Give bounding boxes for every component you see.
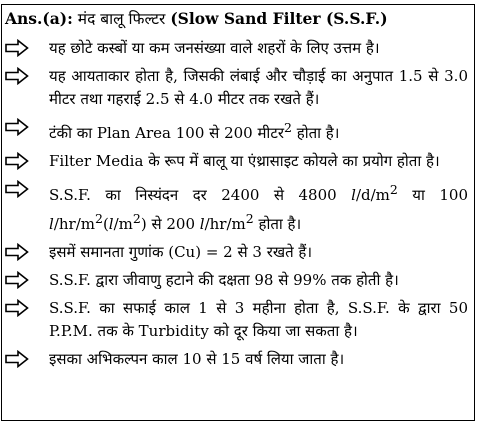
- list-item: [5, 65, 468, 111]
- list-item: [5, 241, 468, 264]
- item-text: [49, 178, 468, 236]
- item-text: Filter Media के रूप में बालू या एंथ्रासाइट कोयले का प्रयोग होता है।: [49, 152, 440, 170]
- item-text-part: होता है।: [291, 124, 340, 142]
- item-text-part: /hr/m: [53, 215, 95, 233]
- item-text-part: ) से 200: [140, 215, 200, 233]
- item-text-part: /hr/m: [204, 215, 246, 233]
- item-text-part: (: [102, 215, 109, 233]
- list-item: [5, 348, 468, 371]
- list-item: [5, 297, 468, 343]
- answer-box: [1, 4, 475, 421]
- item-text-part: S.S.F. का निस्यंदन दर 2400 से 4800: [49, 186, 352, 204]
- arrow-icon: [5, 243, 31, 261]
- unit-litre: l: [351, 186, 356, 204]
- list-item: [5, 37, 468, 60]
- unit-litre: l: [199, 215, 205, 233]
- list-item: [5, 269, 468, 292]
- list-item: [5, 178, 468, 236]
- arrow-icon: [5, 271, 31, 289]
- title-hindi: मंद बालू फिल्टर: [77, 10, 166, 28]
- arrow-icon: [5, 39, 31, 57]
- list-item: [5, 150, 468, 173]
- answer-label: Ans.(a):: [5, 9, 73, 28]
- item-text: इसका अभिकल्पन काल 10 से 15 वर्ष लिया जाता है।: [49, 350, 345, 368]
- arrow-icon: [5, 152, 31, 170]
- title-english: (Slow Sand Filter (S.S.F.): [170, 9, 388, 28]
- superscript: 2: [132, 211, 141, 226]
- item-text-part: टंकी का Plan Area 100 से 200 मीटर: [49, 124, 285, 142]
- item-text-part: होता है।: [253, 215, 302, 233]
- arrow-icon: [5, 118, 31, 136]
- item-text-part: /m: [113, 215, 133, 233]
- item-text: इसमें समानता गुणांक (Cu) = 2 से 3 रखते हैं।: [49, 243, 313, 261]
- arrow-icon: [5, 180, 31, 198]
- item-text-part: या 100: [397, 186, 468, 204]
- arrow-icon: [5, 67, 31, 85]
- item-text: S.S.F. द्वारा जीवाणु हटाने की दक्षता 98 से 99% तक होती है।: [49, 271, 399, 289]
- superscript: 2: [284, 120, 292, 135]
- unit-litre: l: [49, 215, 54, 233]
- item-text: S.S.F. का सफाई काल 1 से 3 महीना होता है, S.S.F. के द्वारा 50 P.P.M. तक के Turbidity को दूर किया जा सकता है।: [49, 299, 468, 340]
- arrow-icon: [5, 299, 31, 317]
- item-text-part: /d/m: [355, 186, 390, 204]
- superscript: 2: [94, 211, 103, 226]
- unit-litre: l: [108, 215, 114, 233]
- superscript: 2: [389, 182, 398, 197]
- item-text: यह छोटे कस्बों या कम जनसंख्या वाले शहरों के लिए उत्तम है।: [49, 39, 380, 57]
- arrow-icon: [5, 350, 31, 368]
- answer-title: [5, 8, 468, 32]
- item-text: [49, 116, 468, 145]
- list-item: [5, 116, 468, 145]
- item-text: यह आयताकार होता है, जिसकी लंबाई और चौड़ाई का अनुपात 1.5 से 3.0 मीटर तथा गहराई 2.5 से 4.0 मीटर तक रखते हैं।: [49, 67, 468, 108]
- superscript: 2: [245, 211, 254, 226]
